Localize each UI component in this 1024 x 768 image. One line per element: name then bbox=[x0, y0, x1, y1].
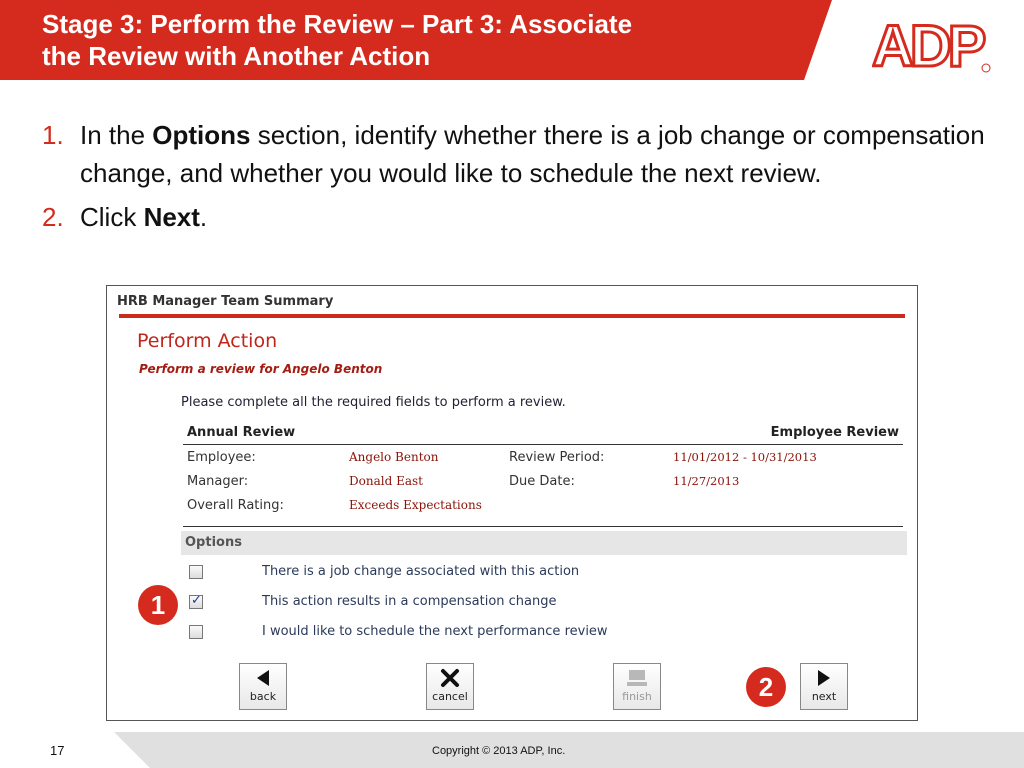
slide-title bbox=[42, 8, 802, 72]
application-screenshot bbox=[106, 285, 918, 721]
copyright-notice: Copyright © 2013 ADP, Inc. bbox=[432, 745, 566, 757]
finish-button[interactable] bbox=[613, 663, 661, 710]
option-compensation-change bbox=[189, 594, 556, 609]
compensation-change-checkbox[interactable] bbox=[189, 595, 203, 609]
cancel-button[interactable] bbox=[426, 663, 474, 710]
close-icon bbox=[440, 664, 460, 692]
slide-title-line-2: the Review with Another Action bbox=[42, 41, 431, 71]
next-label: next bbox=[811, 690, 837, 703]
overall-rating-value: Exceeds Expectations bbox=[349, 498, 482, 512]
step-number: 1. bbox=[42, 120, 64, 150]
cancel-label: cancel bbox=[432, 690, 468, 703]
callout-badge-1: 1 bbox=[138, 585, 178, 625]
annual-review-heading: Annual Review bbox=[187, 425, 296, 440]
next-button[interactable] bbox=[800, 663, 848, 710]
schedule-review-label: I would like to schedule the next performance review bbox=[262, 624, 608, 639]
employee-value: Angelo Benton bbox=[349, 450, 439, 464]
back-arrow-icon bbox=[253, 664, 273, 692]
table-row bbox=[183, 469, 903, 493]
back-label: back bbox=[249, 690, 277, 703]
form-instructions: Please complete all the required fields to perform a review. bbox=[181, 395, 566, 410]
step-text: In the Options section, identify whether there is a job change or compensation change, and whether you would like to schedule the next review. bbox=[80, 120, 985, 188]
schedule-review-checkbox[interactable] bbox=[189, 625, 203, 639]
table-divider bbox=[183, 517, 903, 527]
header-divider bbox=[119, 314, 905, 318]
review-summary-table bbox=[183, 422, 903, 527]
manager-label: Manager: bbox=[187, 473, 249, 489]
slide-title-line-1: Stage 3: Perform the Review – Part 3: Associate bbox=[42, 9, 633, 39]
due-date-value: 11/27/2013 bbox=[673, 474, 740, 488]
job-change-checkbox[interactable] bbox=[189, 565, 203, 579]
back-button[interactable] bbox=[239, 663, 287, 710]
step-number: 2. bbox=[42, 202, 64, 232]
due-date-label: Due Date: bbox=[509, 473, 575, 489]
step-1 bbox=[42, 116, 1002, 192]
finish-icon bbox=[626, 664, 648, 692]
instruction-steps bbox=[42, 116, 1002, 242]
review-period-value: 11/01/2012 - 10/31/2013 bbox=[673, 450, 817, 464]
employee-review-heading: Employee Review bbox=[770, 425, 899, 440]
option-job-change bbox=[189, 564, 579, 579]
app-header-title: HRB Manager Team Summary bbox=[117, 294, 334, 309]
table-header bbox=[183, 422, 903, 445]
option-schedule-review bbox=[189, 624, 608, 639]
finish-label: finish bbox=[622, 690, 652, 703]
page-subtitle: Perform a review for Angelo Benton bbox=[139, 362, 383, 376]
compensation-change-label: This action results in a compensation change bbox=[262, 594, 557, 609]
adp-logo bbox=[872, 12, 992, 76]
options-section-header: Options bbox=[181, 531, 907, 555]
page-number: 17 bbox=[50, 743, 65, 758]
table-row bbox=[183, 493, 903, 517]
job-change-label: There is a job change associated with this action bbox=[262, 564, 580, 579]
employee-label: Employee: bbox=[187, 449, 256, 465]
callout-badge-2: 2 bbox=[746, 667, 786, 707]
adp-logo-text: ADP bbox=[872, 14, 983, 76]
table-row bbox=[183, 445, 903, 469]
step-text: Click Next. bbox=[80, 202, 208, 232]
step-2 bbox=[42, 198, 1002, 236]
review-period-label: Review Period: bbox=[509, 449, 605, 465]
overall-rating-label: Overall Rating: bbox=[187, 497, 284, 513]
next-arrow-icon bbox=[814, 664, 834, 692]
page-title: Perform Action bbox=[137, 330, 278, 352]
manager-value: Donald East bbox=[349, 474, 423, 488]
